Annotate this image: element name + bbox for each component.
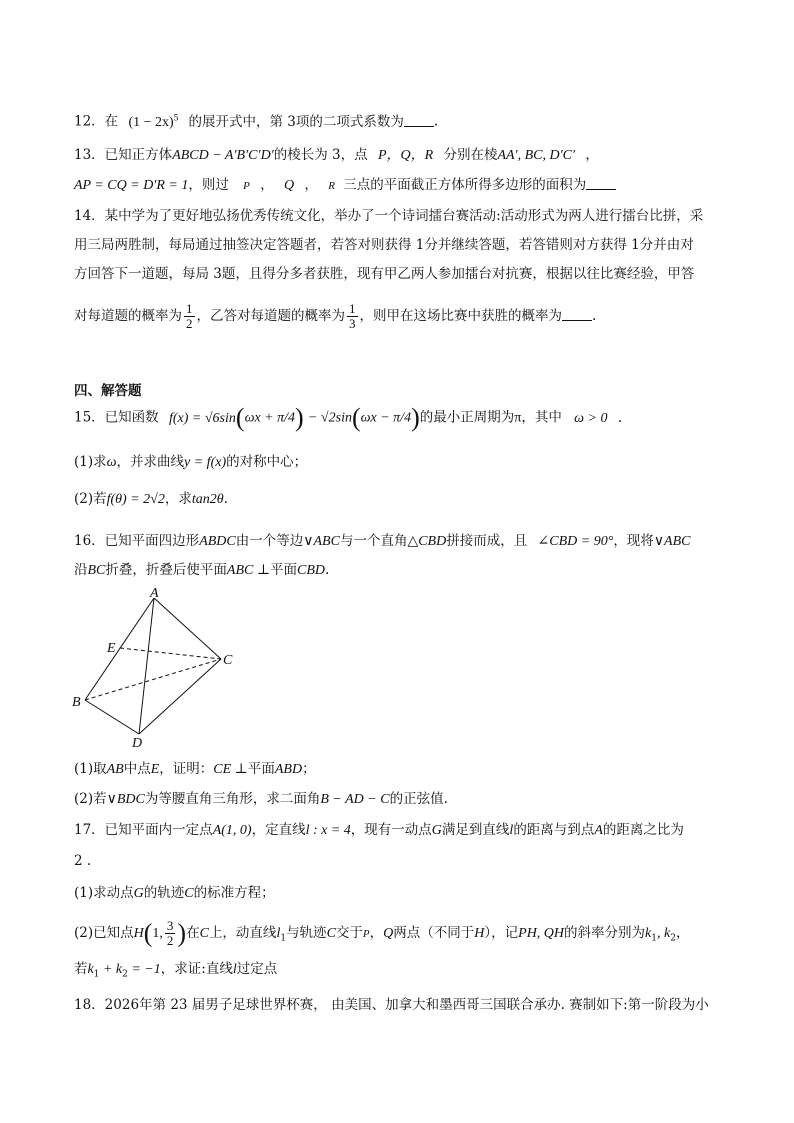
answer-blank (586, 177, 616, 190)
edge-ac (154, 598, 221, 659)
q17-sub2: (2)已知点H(1, $\frac{3}{2}$ )在C上，动直线$l_1$与轨迹C交于P，Q两点（不同于H），记PH, QH的斜率分别为$k_1$, $k_2$， (74, 918, 690, 948)
q17-sub2-cont: 若$k_1 + k_2 = -1$，求证:直线l过定点 (74, 961, 278, 980)
edge-bc (85, 659, 221, 700)
q14-line4: 对每道题的概率为 $\frac{1}{2}$ ，乙答对每道题的概率为 $\frac{1}{3}$ ，则甲在这场比赛中获胜的概率为 . (74, 301, 597, 331)
q13-line1: 13．已知正方体ABCD − A′B′C′D′的棱长为 3，点 P，Q，R 分别在棱AA′, BC, D′C′ ， (74, 147, 599, 163)
edge-ec (120, 648, 221, 659)
q15-sub1: (1)求ω，并求曲线y = f(x)的对称中心； (74, 454, 308, 470)
edge-ab (85, 598, 154, 700)
tetrahedron-figure (66, 584, 246, 750)
fraction: $\frac{3}{2}$ (166, 918, 174, 948)
q17-line1: 17．已知平面内一定点A(1, 0)，定直线l : x = 4，现有一动点G满足到直线l的距离与到点A的距离之比为 (74, 822, 684, 838)
q16-line1: 16．已知平面四边形ABDC由一个等边∨ABC与一个直角△CBD拼接而成，且 ∠CBD = 90°，现将∨ABC (74, 533, 691, 549)
q17-sub1: (1)求动点G的轨迹C的标准方程； (74, 885, 275, 901)
q18-line1: 18．2026年第 23 届男子足球世界杯赛， 由美国、加拿大和墨西哥三国联合承办. 赛制如下:第一阶段为小 (74, 997, 709, 1013)
q14-line1: 14．某中学为了更好地弘扬优秀传统文化，举办了一个诗词擂台赛活动:活动形式为两人进行擂台比拼，采 (74, 208, 704, 224)
edge-dc (139, 659, 221, 734)
edge-bd (85, 700, 139, 734)
label-b: B (72, 695, 81, 710)
section-title: 四、解答题 (74, 383, 142, 399)
q16-line2: 沿BC折叠，折叠后使平面ABC ⊥平面CBD. (74, 562, 330, 578)
label-d: D (132, 736, 143, 750)
q12-expr: $(1 - 2x)^5$ (128, 112, 179, 130)
fraction: $\frac{1}{2}$ (186, 301, 193, 331)
label-e: E (107, 641, 116, 656)
q16-sub2: (2)若∨BDC为等腰直角三角形，求二面角B − AD − C的正弦值. (74, 791, 448, 807)
q13-line2: AP = CQ = D′R = 1，则过 P ， Q ， R 三点的平面截正方体所得多边形的面积为 (74, 176, 616, 195)
label-a: A (150, 586, 159, 601)
q14-line2: 用三局两胜制，每局通过抽签决定答题者，若答对则获得 1分并继续答题，若答错则对方获得 1分并由对 (74, 237, 694, 253)
answer-blank (562, 308, 592, 321)
q15-line1: 15．已知函数 f(x) = √6sin(ωx + π/4) − √2sin(ωx − π/4)的最小正周期为π，其中 ω > 0 . (74, 403, 623, 432)
fraction: $\frac{1}{3}$ (349, 301, 356, 331)
answer-blank (404, 114, 434, 127)
q14-line3: 方回答下一道题，每局 3题，且得分多者获胜，现有甲乙两人参加擂台对抗赛，根据以往比赛经验，甲答 (74, 266, 695, 282)
label-c: C (223, 653, 233, 668)
q12-line: 12．在 $(1 - 2x)^5$ 的展开式中，第 3项的二项式系数为 . (74, 112, 439, 130)
edge-ad (139, 598, 154, 734)
q15-sub2: (2)若f(θ) = 2√2，求tan2θ. (74, 491, 228, 507)
q16-sub1: (1)取AB中点E，证明：CE ⊥平面ABD； (74, 761, 316, 777)
q17-line2: 2 . (74, 853, 92, 869)
